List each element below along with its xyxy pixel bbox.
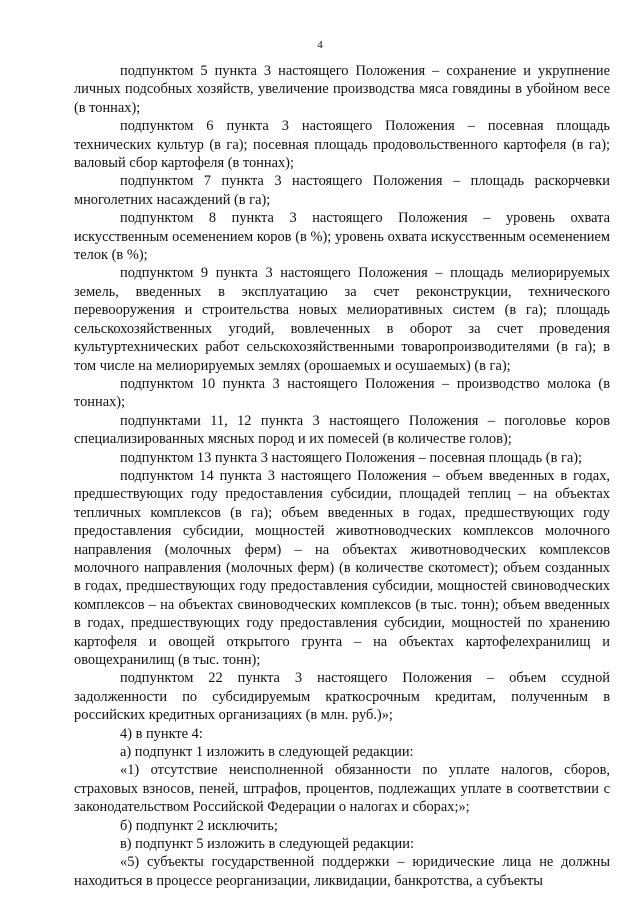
paragraph-subpoint-9: подпунктом 9 пункта 3 настоящего Положения – площадь мелиорируемых земель, введенных в эксплуатацию за счет реконструкции, технического перевооружения и строительства новых мелиоративных систем (в га); площадь сельскохозяйственных угодий, вовлеченных в оборот за счет проведения культуртехнических работ сельскохозяйственными товаропроизводителями (в га); в том числе на мелиорируемых землях (орошаемых и осушаемых) (в га); (74, 265, 610, 374)
paragraph-subpoints-11-12: подпунктами 11, 12 пункта 3 настоящего Положения – поголовье коров специализированных мясных пород и их помесей (в количестве голов); (74, 412, 610, 448)
paragraph-item-4a: а) подпункт 1 изложить в следующей редакции: (120, 744, 414, 761)
paragraph-subpoint-14: подпунктом 14 пункта 3 настоящего Положения – объем введенных в годах, предшествующих году предоставления субсидии, площадей теплиц – на объектах тепличных комплексов (в га); объем введенных в годах, предшествующих году предоставления субсидии, мощностей животноводческих комплексов молочного направления (молочных ферм) – на объектах животноводческих комплексов молочного направления (молочных ферм) (в количестве скотомест); объем созданных в годах, предшествующих году предоставления субсидии, мощностей свиноводческих комплексов – на объектах свиноводческих комплексов (в тыс. тонн); объем введенных в годах, предшествующих году предоставления субсидии, мощностей по хранению картофеля и овощей открытого грунта – на объектах картофелехранилищ и овощехранилищ (в тыс. тонн); (74, 467, 610, 668)
paragraph-subpoint-13: подпунктом 13 пункта 3 настоящего Положения – посевная площадь (в га); (120, 449, 583, 466)
paragraph-new-subpoint-5: «5) субъекты государственной поддержки – юридические лица не должны находиться в процессе реорганизации, ликвидации, банкротства, а субъекты (74, 854, 610, 889)
page-number: 4 (317, 39, 323, 51)
paragraph-item-4b: б) подпункт 2 исключить; (120, 817, 278, 834)
paragraph-subpoint-5: подпунктом 5 пункта 3 настоящего Положения – сохранение и укрупнение личных подсобных хозяйств, увеличение производства мяса говядины в убойном весе (в тоннах); (74, 63, 610, 116)
paragraph-subpoint-10: подпунктом 10 пункта 3 настоящего Положения – производство молока (в тоннах); (74, 375, 610, 411)
document-body (74, 62, 610, 890)
paragraph-subpoint-8: подпунктом 8 пункта 3 настоящего Положения – уровень охвата искусственным осеменением коров (в %); уровень охвата искусственным осеменением телок (в %); (74, 210, 610, 264)
paragraph-item-4v: в) подпункт 5 изложить в следующей редакции: (120, 836, 414, 853)
paragraph-subpoint-7: подпунктом 7 пункта 3 настоящего Положения – площадь раскорчевки многолетних насаждений (в га); (74, 173, 610, 208)
paragraph-item-4-heading: 4) в пункте 4: (120, 725, 203, 742)
paragraph-subpoint-22: подпунктом 22 пункта 3 настоящего Положения – объем ссудной задолженности по субсидируемым краткосрочным кредитам, полученным в российских кредитных организациях (в млн. руб.)»; (74, 670, 610, 724)
paragraph-subpoint-6: подпунктом 6 пункта 3 настоящего Положения – посевная площадь технических культур (в га); посевная площадь продовольственного картофеля (в га); валовый сбор картофеля (в тоннах); (74, 118, 610, 172)
paragraph-new-subpoint-1: «1) отсутствие неисполненной обязанности по уплате налогов, сборов, страховых взносов, пеней, штрафов, процентов, подлежащих уплате в соответствии с законодательством Российской Федерации о налогах и сборах;»; (74, 762, 610, 816)
